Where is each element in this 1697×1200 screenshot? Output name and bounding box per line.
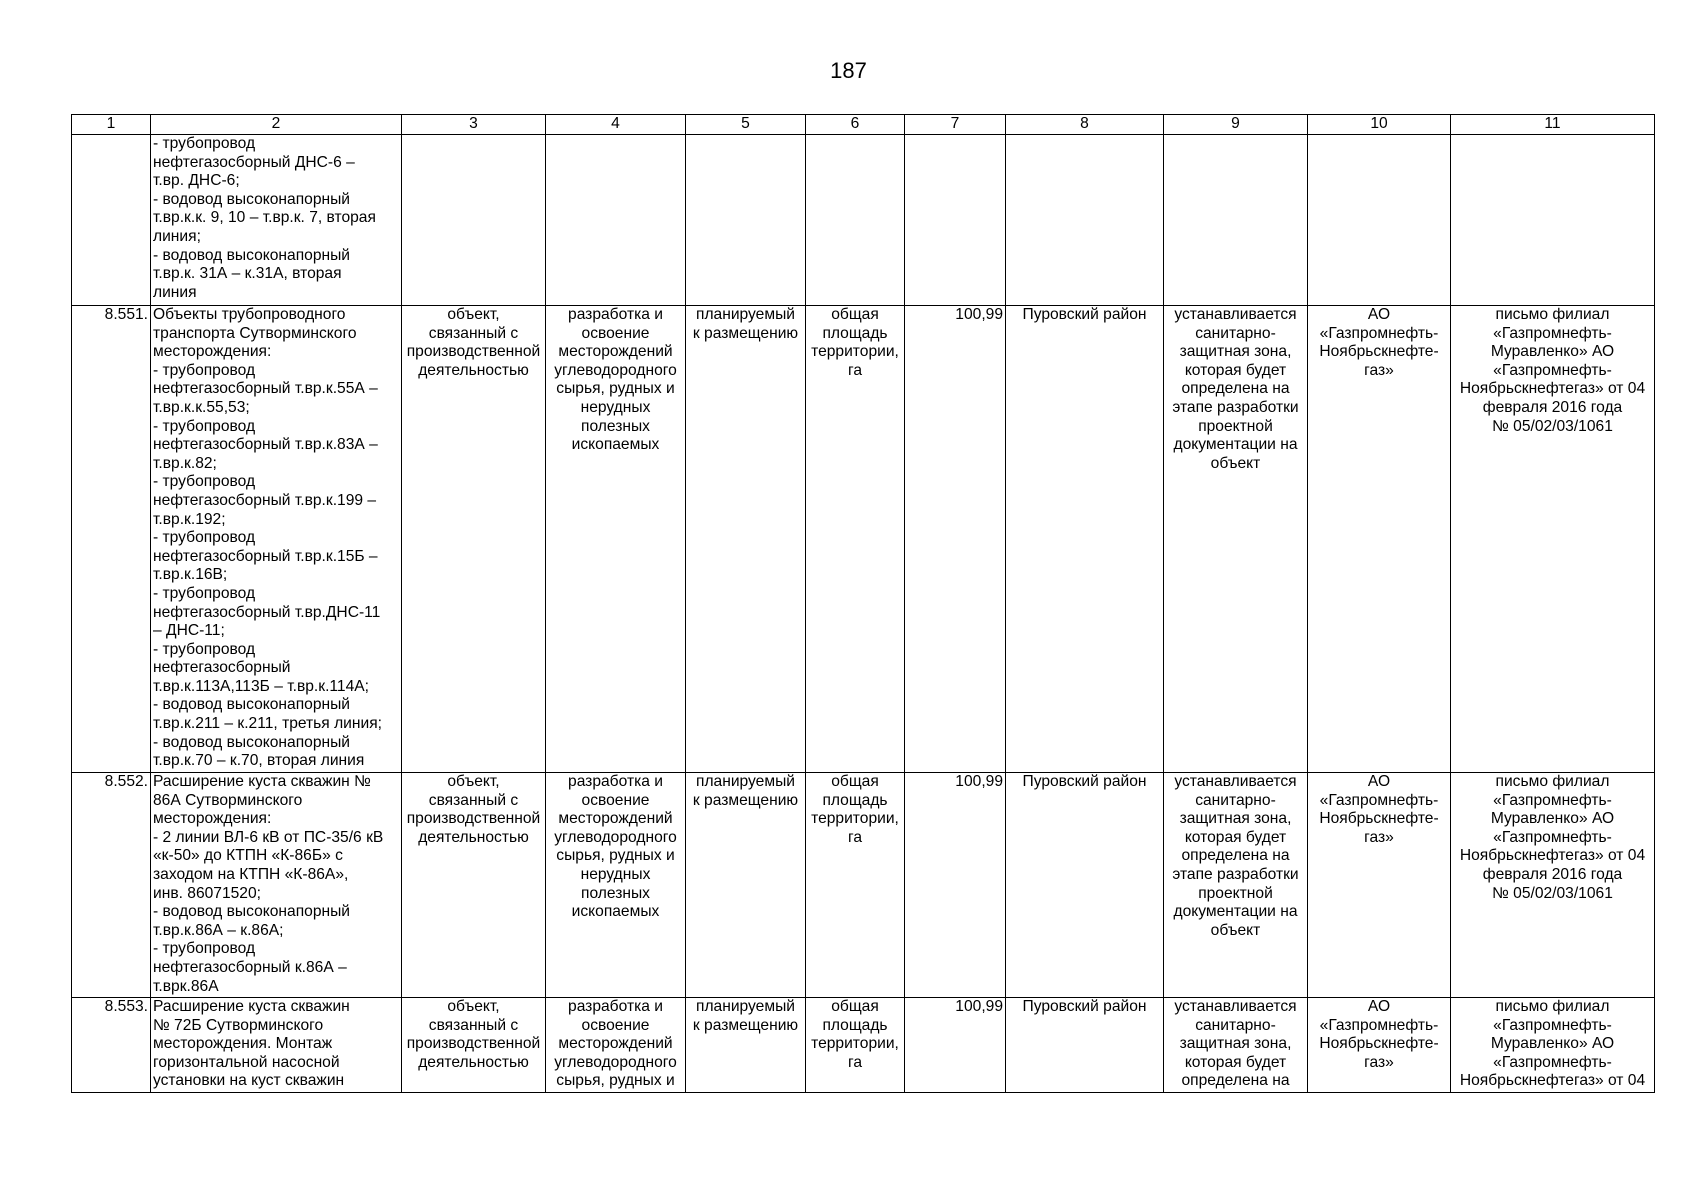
object-kind-cell [402,773,546,998]
location-cell: Пуровский район [1006,306,1164,773]
object-kind-cell [402,135,546,306]
object-kind-cell [402,306,546,773]
cell-text-line: этапе разработки [1172,398,1299,416]
zone-cell [1164,306,1308,773]
cell-text-line: письмо филиал [1495,998,1610,1015]
cell-text-line: деятельностью [418,1053,529,1071]
location-cell [1006,135,1164,306]
cell-text-line: – ДНС-11; [153,622,225,640]
cell-text-line: объект [1210,921,1261,939]
page-number: 187 [830,58,867,83]
cell-text-line: документации на [1173,436,1298,454]
cell-text-line: - трубопровод [153,361,256,379]
header-cell-2: 2 [151,115,402,135]
cell-text-line: № 72Б Сутворминского [153,1016,324,1034]
cell-text-line: углеводородного [554,361,677,379]
basis-cell [1451,135,1655,306]
cell-text-line: заходом на КТПН «К-86А», [153,865,349,883]
cell-text-line: которая будет [1184,1053,1287,1071]
object-kind-cell [402,998,546,1093]
cell-text-line: планируемый [696,998,795,1015]
cell-text-line: - водовод высоконапорный [153,903,351,921]
status-cell [686,773,806,998]
parameter-cell [806,306,905,773]
header-cell-9: 9 [1164,115,1308,135]
cell-text-line: ископаемых [571,903,660,921]
owner-cell [1308,135,1451,306]
header-row [72,115,1655,135]
cell-text-line: проектной [1198,884,1273,902]
cell-text-line: месторождений [558,1035,673,1053]
cell-text-line: нефтегазосборный т.вр.к.15Б – [153,547,378,565]
cell-text-line: связанный с [428,791,519,809]
table-row [72,998,1655,1093]
cell-text-line: - водовод высоконапорный [153,696,351,714]
cell-text-line: газ» [1364,361,1394,379]
basis-cell [1451,998,1655,1093]
header-cell-8: 8 [1006,115,1164,135]
cell-text-line: «Газпромнефть- [1493,361,1612,379]
cell-text-line: т.вр.к.86А – к.86А; [153,921,284,939]
cell-text-line: Ноябрьскнефте- [1319,343,1439,361]
parameter-cell [806,998,905,1093]
cell-text-line: т.вр.к.к.55,53; [153,398,250,416]
cell-text-line: - трубопровод [153,135,256,152]
cell-text-line: защитная зона, [1179,343,1292,361]
purpose-cell [546,998,686,1093]
cell-text-line: ископаемых [571,436,660,454]
cell-text-line: т.вр.к.192; [153,510,226,528]
cell-text-line: деятельностью [418,361,529,379]
cell-text-line: линия; [153,227,201,245]
cell-text-line: Муравленко» АО [1490,810,1615,828]
cell-text-line: Муравленко» АО [1490,343,1615,361]
cell-text-line: нефтегазосборный ДНС-6 – [153,153,355,171]
value-cell [905,135,1006,306]
value-cell: 100,99 [905,773,1006,998]
cell-text-line: документации на [1173,903,1298,921]
cell-text-line: разработка и [568,998,663,1015]
cell-text-line: транспорта Сутворминского [153,324,357,342]
owner-cell [1308,773,1451,998]
object-name-cell [151,135,402,306]
objects-table [71,114,1655,1093]
object-name-cell [151,998,402,1093]
cell-text-line: февраля 2016 года [1482,865,1623,883]
cell-text-line: планируемый [696,306,795,323]
cell-text-line: производственной [406,1035,541,1053]
cell-text-line: которая будет [1184,828,1287,846]
cell-text-line: «Газпромнефть- [1319,791,1439,809]
table-row [72,773,1655,998]
cell-text-line: АО [1367,306,1391,323]
header-cell-7: 7 [905,115,1006,135]
cell-text-line: февраля 2016 года [1482,398,1623,416]
cell-text-line: - трубопровод [153,584,256,602]
cell-text-line: Ноябрьскнефтегаз» от 04 [1459,1072,1646,1090]
cell-text-line: га [847,1053,863,1071]
cell-text-line: общая [831,306,879,323]
cell-text-line: АО [1367,773,1391,790]
cell-text-line: сырья, рудных и [556,380,675,398]
cell-text-line: планируемый [696,773,795,790]
cell-text-line: «Газпромнефть- [1319,324,1439,342]
header-cell-11: 11 [1451,115,1655,135]
owner-cell [1308,306,1451,773]
cell-text-line: которая будет [1184,361,1287,379]
header-cell-4: 4 [546,115,686,135]
cell-text-line: санитарно- [1195,791,1276,809]
cell-text-line: защитная зона, [1179,1035,1292,1053]
cell-text-line: т.вр.к. 31А – к.31А, вторая [153,265,342,283]
location-cell: Пуровский район [1006,773,1164,998]
cell-text-line: защитная зона, [1179,810,1292,828]
cell-text-line: санитарно- [1195,324,1276,342]
cell-text-line: - трубопровод [153,940,256,958]
cell-text-line: территории, [811,810,899,828]
cell-text-line: полезных [581,884,650,902]
cell-text-line: определена на [1181,847,1290,865]
cell-text-line: инв. 86071520; [153,884,261,902]
header-cell-10: 10 [1308,115,1451,135]
cell-text-line: «Газпромнефть- [1319,1016,1439,1034]
cell-text-line: нефтегазосборный т.вр.к.83А – [153,436,378,454]
owner-cell [1308,998,1451,1093]
cell-text-line: освоение [581,324,650,342]
cell-text-line: связанный с [428,324,519,342]
cell-text-line: площадь [822,1016,888,1034]
cell-text-line: разработка и [568,773,663,790]
cell-text-line: т.вр.к.211 – к.211, третья линия; [153,715,382,733]
header-cell-5: 5 [686,115,806,135]
cell-text-line: освоение [581,1016,650,1034]
cell-text-line: т.вр.к.к. 9, 10 – т.вр.к. 7, вторая [153,209,376,227]
cell-text-line: территории, [811,1035,899,1053]
cell-text-line: т.вр. ДНС-6; [153,172,240,190]
table-row [72,135,1655,306]
cell-text-line: углеводородного [554,828,677,846]
cell-text-line: письмо филиал [1495,773,1610,790]
cell-text-line: Ноябрьскнефте- [1319,1035,1439,1053]
cell-text-line: «Газпромнефть- [1493,324,1612,342]
cell-text-line: горизонтальной насосной [153,1053,340,1071]
cell-text-line: проектной [1198,417,1273,435]
cell-text-line: определена на [1181,380,1290,398]
cell-text-line: - трубопровод [153,529,256,547]
cell-text-line: сырья, рудных и [556,1072,675,1090]
cell-text-line: - водовод высоконапорный [153,246,351,264]
parameter-cell [806,135,905,306]
row-number-cell: 8.551. [72,306,151,773]
parameter-cell [806,773,905,998]
cell-text-line: газ» [1364,828,1394,846]
zone-cell [1164,998,1308,1093]
cell-text-line: - трубопровод [153,640,256,658]
cell-text-line: сырья, рудных и [556,847,675,865]
cell-text-line: месторождения: [153,343,272,361]
cell-text-line: площадь [822,324,888,342]
basis-cell [1451,773,1655,998]
cell-text-line: нефтегазосборный т.вр.к.199 – [153,491,377,509]
cell-text-line: Ноябрьскнефтегаз» от 04 [1459,847,1646,865]
cell-text-line: 86А Сутворминского [153,791,303,809]
basis-cell [1451,306,1655,773]
cell-text-line: деятельностью [418,828,529,846]
cell-text-line: № 05/02/03/1061 [1492,884,1613,902]
object-name-cell [151,773,402,998]
cell-text-line: письмо филиал [1495,306,1610,323]
cell-text-line: - трубопровод [153,473,256,491]
cell-text-line: объект, [447,306,500,323]
cell-text-line: нерудных [580,398,651,416]
cell-text-line: устанавливается [1174,773,1297,790]
cell-text-line: санитарно- [1195,1016,1276,1034]
cell-text-line: АО [1367,998,1391,1015]
cell-text-line: общая [831,773,879,790]
cell-text-line: нефтегазосборный к.86А – [153,958,347,976]
value-cell: 100,99 [905,998,1006,1093]
cell-text-line: углеводородного [554,1053,677,1071]
cell-text-line: «Газпромнефть- [1493,1053,1612,1071]
cell-text-line: территории, [811,343,899,361]
cell-text-line: этапе разработки [1172,865,1299,883]
cell-text-line: линия [153,283,197,301]
cell-text-line: Расширение куста скважин № [153,773,371,790]
cell-text-line: га [847,361,863,379]
location-cell: Пуровский район [1006,998,1164,1093]
cell-text-line: к размещению [692,324,799,342]
cell-text-line: площадь [822,791,888,809]
cell-text-line: общая [831,998,879,1015]
cell-text-line: га [847,828,863,846]
object-name-cell [151,306,402,773]
cell-text-line: устанавливается [1174,998,1297,1015]
header-cell-3: 3 [402,115,546,135]
cell-text-line: т.вр.к.113А,113Б – т.вр.к.114А; [153,677,369,695]
table-row [72,306,1655,773]
cell-text-line: месторождений [558,343,673,361]
cell-text-line: полезных [581,417,650,435]
zone-cell [1164,773,1308,998]
cell-text-line: нефтегазосборный [153,659,291,677]
cell-text-line: «Газпромнефть- [1493,791,1612,809]
cell-text-line: производственной [406,810,541,828]
cell-text-line: связанный с [428,1016,519,1034]
table-body [72,135,1655,1093]
cell-text-line: т.вр.к.70 – к.70, вторая линия [153,752,365,770]
cell-text-line: месторождения: [153,810,272,828]
cell-text-line: - водовод высоконапорный [153,190,351,208]
cell-text-line: т.вр.к.82; [153,454,217,472]
zone-cell [1164,135,1308,306]
cell-text-line: № 05/02/03/1061 [1492,417,1613,435]
cell-text-line: к размещению [692,1016,799,1034]
cell-text-line: Муравленко» АО [1490,1035,1615,1053]
cell-text-line: определена на [1181,1072,1290,1090]
cell-text-line: нефтегазосборный т.вр.ДНС-11 [153,603,381,621]
cell-text-line: объект, [447,998,500,1015]
cell-text-line: месторождений [558,810,673,828]
status-cell [686,998,806,1093]
cell-text-line: разработка и [568,306,663,323]
cell-text-line: нерудных [580,865,651,883]
cell-text-line: «Газпромнефть- [1493,1016,1612,1034]
row-number-cell: 8.552. [72,773,151,998]
cell-text-line: - трубопровод [153,417,256,435]
row-number-cell [72,135,151,306]
cell-text-line: т.вр.к.16В; [153,566,228,584]
status-cell [686,135,806,306]
cell-text-line: Объекты трубопроводного [153,306,346,323]
cell-text-line: производственной [406,343,541,361]
cell-text-line: «Газпромнефть- [1493,828,1612,846]
header-cell-1: 1 [72,115,151,135]
cell-text-line: объект, [447,773,500,790]
purpose-cell [546,135,686,306]
cell-text-line: устанавливается [1174,306,1297,323]
status-cell [686,306,806,773]
row-number-cell: 8.553. [72,998,151,1093]
cell-text-line: т.врк.86А [153,977,219,995]
cell-text-line: Ноябрьскнефте- [1319,810,1439,828]
purpose-cell [546,306,686,773]
cell-text-line: нефтегазосборный т.вр.к.55А – [153,380,378,398]
cell-text-line: газ» [1364,1053,1394,1071]
purpose-cell [546,773,686,998]
cell-text-line: установки на куст скважин [153,1072,345,1090]
cell-text-line: Ноябрьскнефтегаз» от 04 [1459,380,1646,398]
cell-text-line: месторождения. Монтаж [153,1035,333,1053]
cell-text-line: Расширение куста скважин [153,998,350,1015]
cell-text-line: - 2 линии ВЛ-6 кВ от ПС-35/6 кВ [153,828,384,846]
cell-text-line: - водовод высоконапорный [153,733,351,751]
cell-text-line: к размещению [692,791,799,809]
cell-text-line: объект [1210,454,1261,472]
cell-text-line: «к-50» до КТПН «К-86Б» с [153,847,343,865]
value-cell: 100,99 [905,306,1006,773]
cell-text-line: освоение [581,791,650,809]
header-cell-6: 6 [806,115,905,135]
